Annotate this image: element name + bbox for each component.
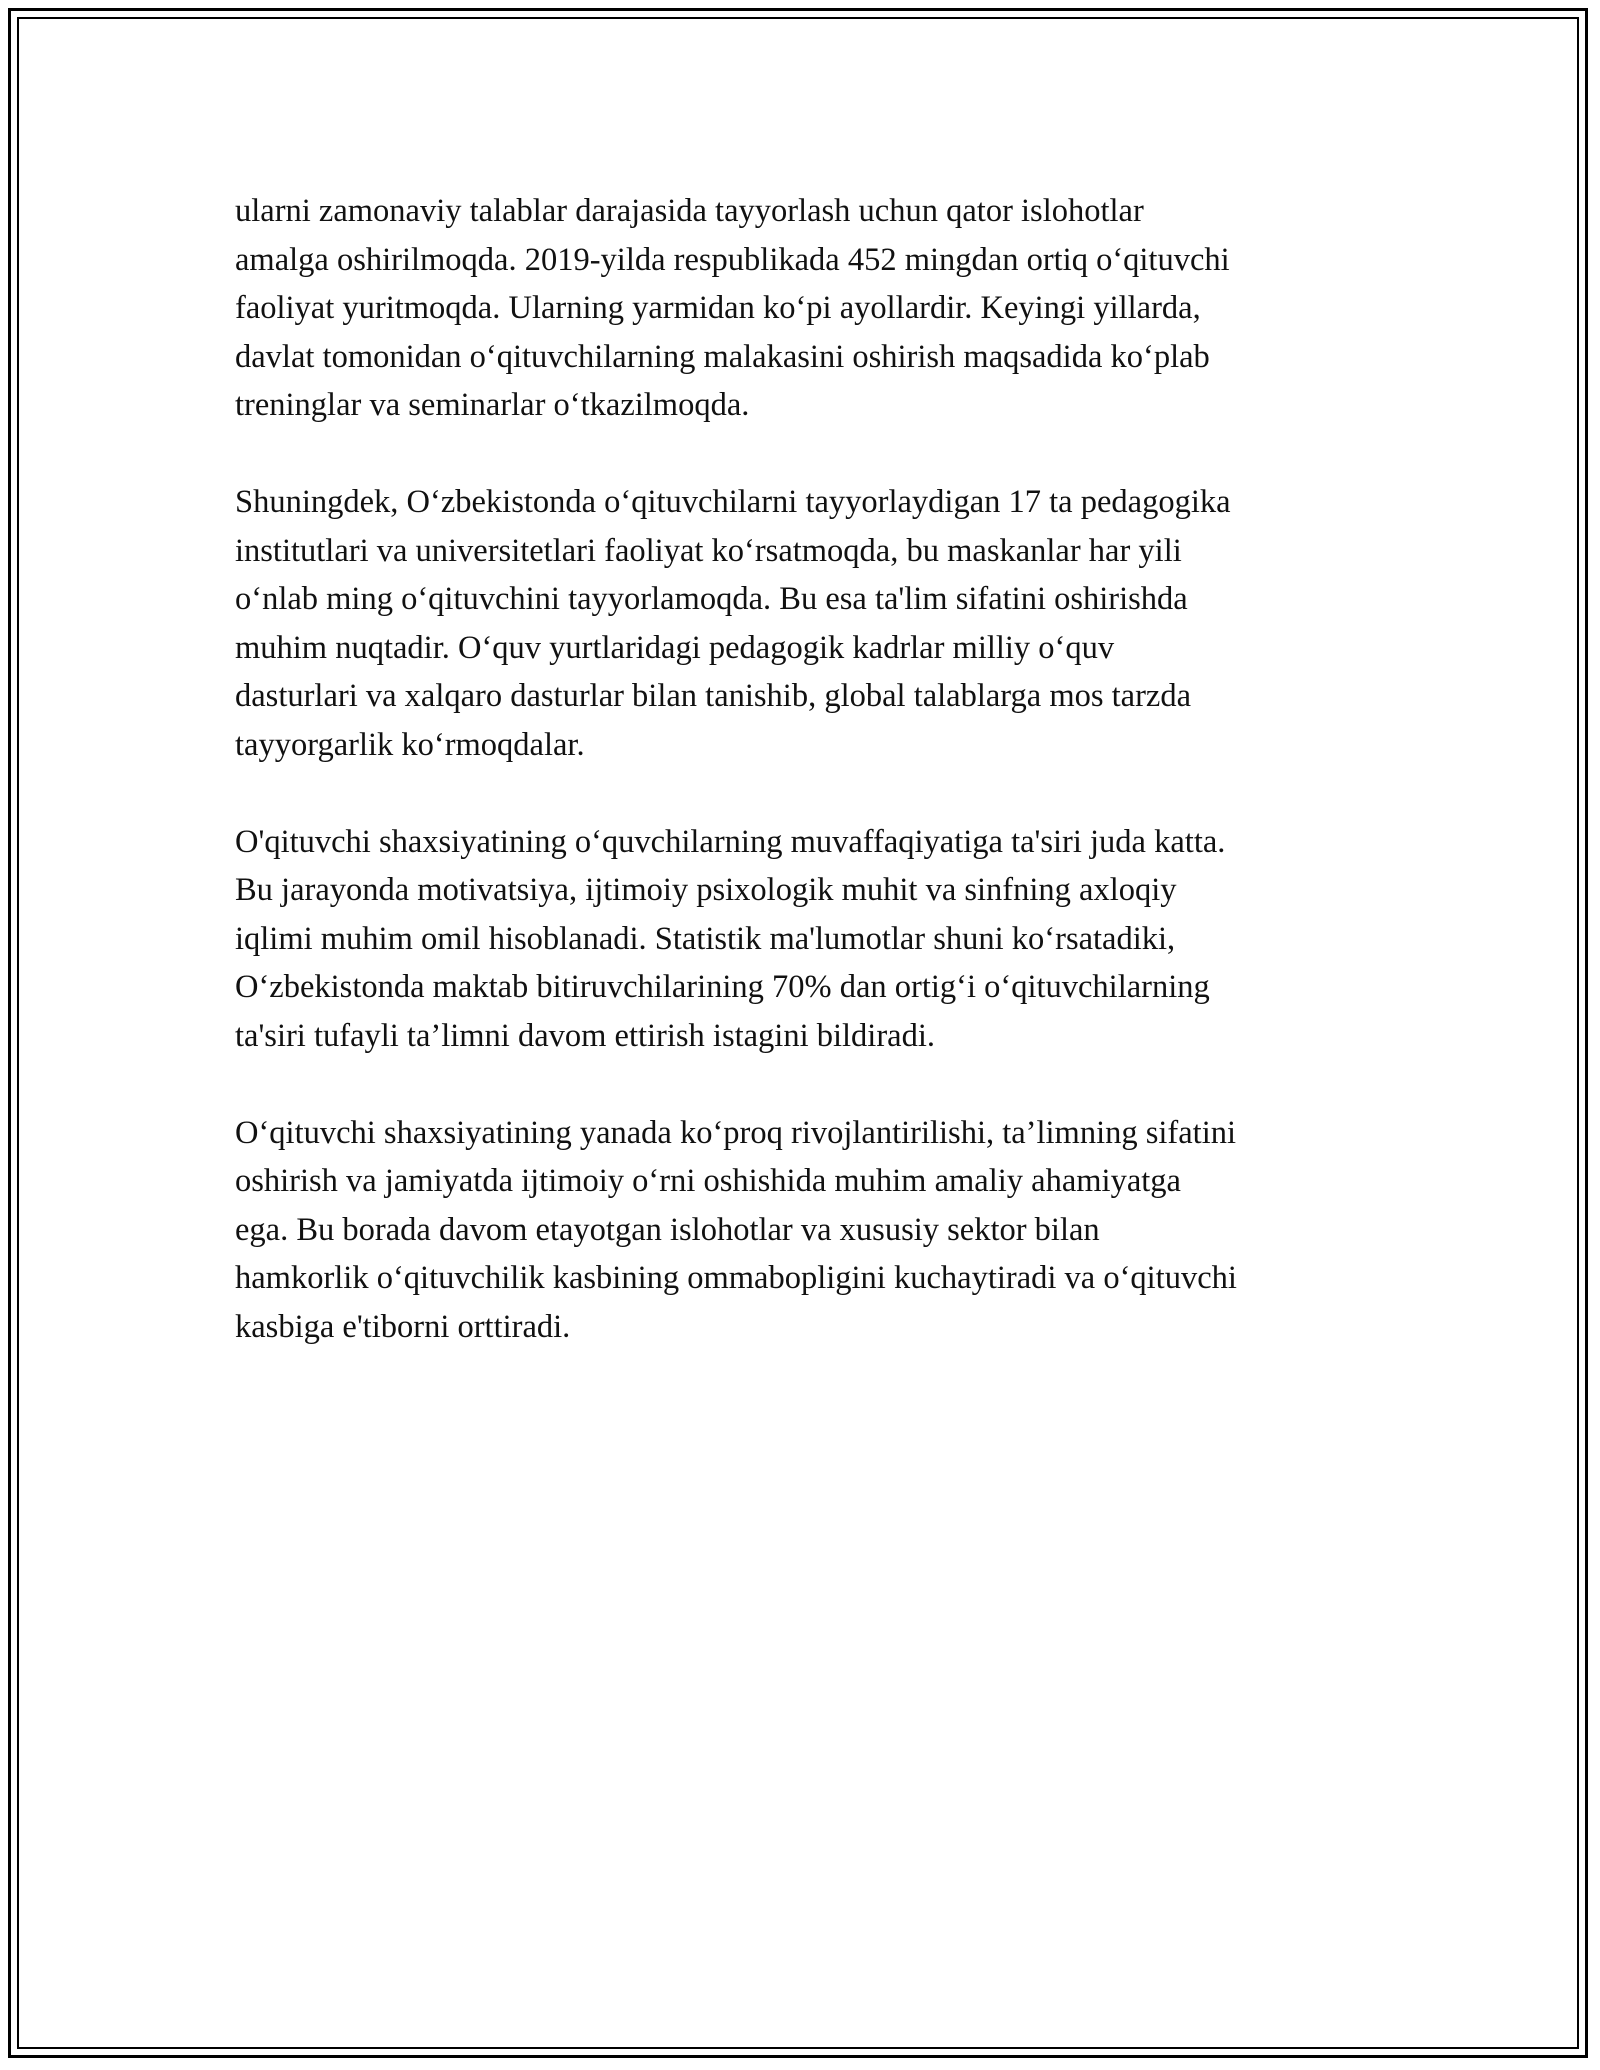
paragraph-teacher-training: ularni zamonaviy talablar darajasida tayyorlash uchun qator islohotlar amalga oshirilmoqda. 2019-yilda respublikada 452 mingdan ortiq o‘qituvchi faoliyat yuritmoqda. Ularning yarmidan ko‘pi ayollardir. Keyingi yillarda, davlat tomonidan o‘qituvchilarning malakasini oshirish maqsadida ko‘plab treninglar va seminarlar o‘tkazilmoqda. bbox=[235, 193, 1230, 423]
document-body bbox=[235, 187, 1370, 1351]
paragraph-pedagogical-institutes: Shuningdek, O‘zbekistonda o‘qituvchilarni tayyorlaydigan 17 ta pedagogika institutlari va universitetlari faoliyat ko‘rsatmoqda, bu maskanlar har yili o‘nlab ming o‘qituvchini tayyorlamoqda. Bu esa ta'lim sifatini oshirishda muhim nuqtadir. O‘quv yurtlaridagi pedagogik kadrlar milliy o‘quv dasturlari va xalqaro dasturlar bilan tanishib, global talablarga mos tarzda tayyorgarlik ko‘rmoqdalar. bbox=[235, 484, 1231, 763]
paragraph-conclusion: O‘qituvchi shaxsiyatining yanada ko‘proq rivojlantirilishi, ta’limning sifatini oshirish va jamiyatda ijtimoiy o‘rni oshishida muhim amaliy ahamiyatga ega. Bu borada davom etayotgan islohotlar va xususiy sektor bilan hamkorlik o‘qituvchilik kasbining ommabopligini kuchaytiradi va o‘qituvchi kasbiga e'tiborni orttiradi. bbox=[235, 1114, 1237, 1345]
paragraph-teacher-influence: O'qituvchi shaxsiyatining o‘quvchilarning muvaffaqiyatiga ta'siri juda katta. Bu jarayonda motivatsiya, ijtimoiy psixologik muhit va sinfning axloqiy iqlimi muhim omil hisoblanadi. Statistik ma'lumotlar shuni ko‘rsatadiki, O‘zbekistonda maktab bitiruvchilarining 70% dan ortig‘i o‘qituvchilarning ta'siri tufayli ta’limni davom ettirish istagini bildiradi. bbox=[235, 823, 1226, 1054]
